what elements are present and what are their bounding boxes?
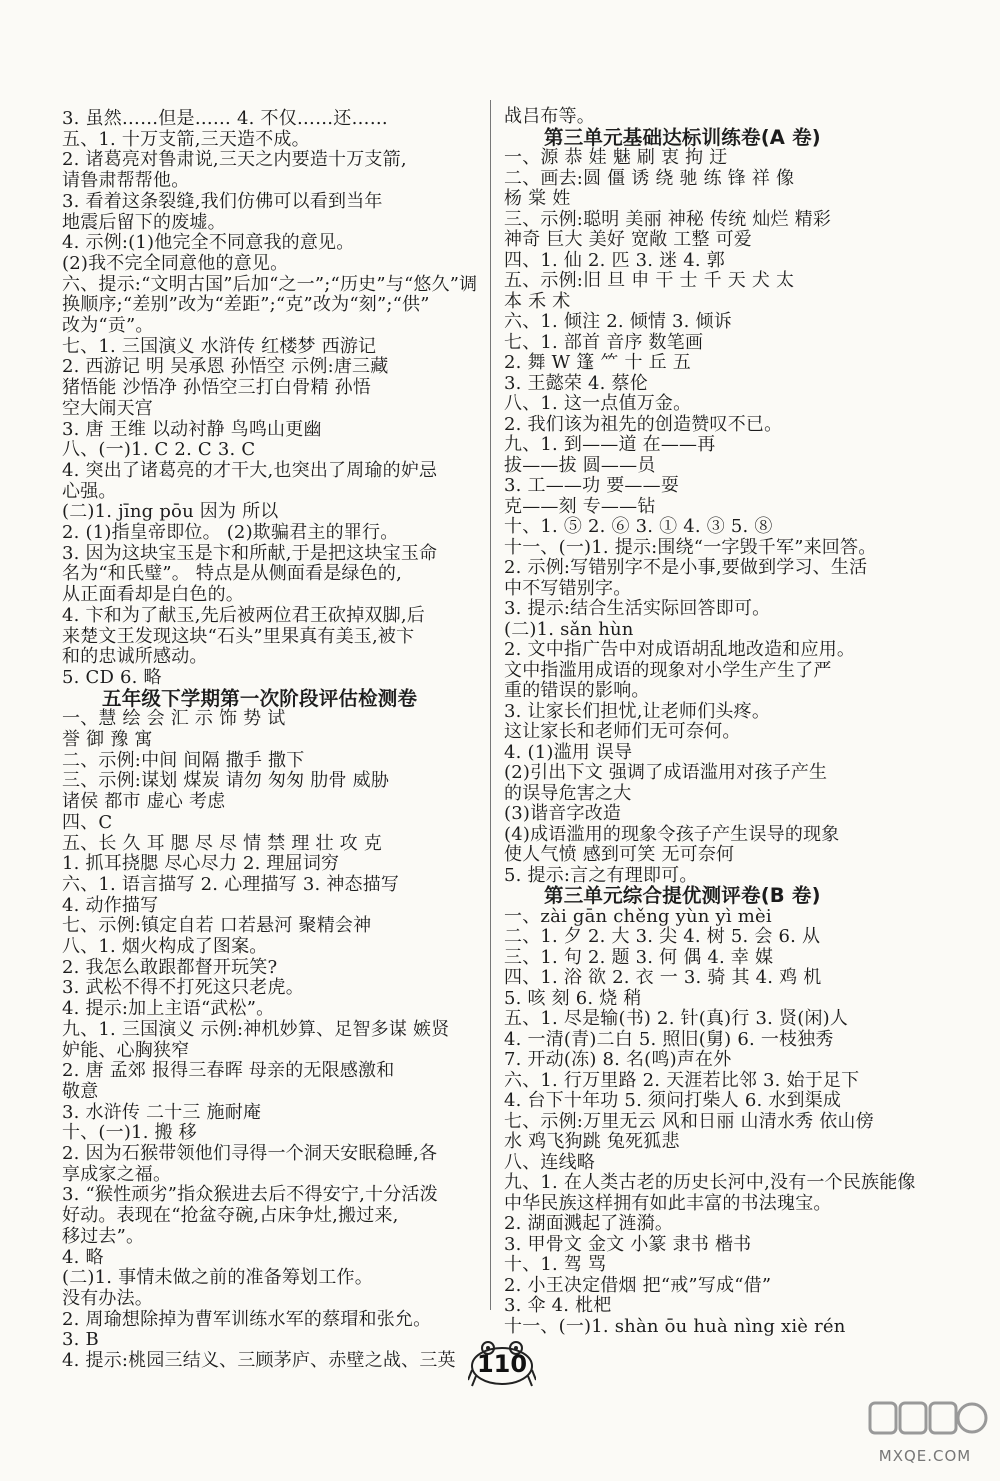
answer-line: 2. 唐 孟郊 报得三春晖 母亲的无限感激和 [62,1060,395,1082]
watermark-text: MXQE.COM [878,1447,972,1465]
answer-line: 3. 王懿荣 4. 蔡伦 [504,372,648,394]
answer-line: 没有办法。 [62,1287,153,1309]
answer-line: 二、示例:中间 间隔 撒手 撒下 [62,749,305,771]
answer-line: 四、1. 仙 2. 匹 3. 迷 4. 郭 [504,249,725,271]
answer-line: 十、1. 驾 骂 [504,1254,607,1275]
answer-line: 3. 甲骨文 金文 小篆 隶书 楷书 [504,1233,752,1255]
answer-line: 2. 湖面溅起了涟漪。 [504,1213,674,1234]
answer-line: 七、示例:万里无云 风和日丽 山清水秀 依山傍 [504,1110,874,1132]
answer-line: 4. 提示:加上主语“武松”。 [62,998,275,1020]
answer-line: 3. 因为这块宝玉是卞和所献,于是把这块宝玉命 [62,542,438,564]
answer-line: 八、1. 烟火构成了图案。 [62,936,268,957]
answer-line: 克——刻 专——钻 [504,495,656,517]
answer-line: 七、1. 三国演义 水浒传 红楼梦 西游记 [62,335,377,357]
section-heading: 第三单元基础达标训练卷(A 卷) [544,125,821,149]
answer-line: 3. 虽然……但是…… 4. 不仅……还…… [62,108,388,129]
answer-line: 拔——拔 圆——员 [504,454,656,476]
watermark-logo-icon [860,1395,990,1450]
page-number-badge [468,1340,536,1390]
answer-line: (二)1. jīng pōu 因为 所以 [62,501,279,523]
answer-line: 5. 咳 刻 6. 烧 稍 [504,987,642,1009]
answer-line: (2)引出下文 强调了成语滥用对孩子产生 [504,762,828,783]
answer-line: 七、1. 部首 音序 数笔画 [504,331,704,353]
answer-line: (二)1. 事情未做之前的准备筹划工作。 [62,1267,373,1289]
answer-line: 2. 舞 W 篷 ⺮ 十 丘 五 [504,352,691,373]
answer-line: 猪悟能 沙悟净 孙悟空三打白骨精 孙悟 [62,377,371,399]
answer-line: 八、连线略 [504,1151,595,1173]
column-divider [490,100,491,1310]
answer-line: 3. 武松不得不打死这只老虎。 [62,977,304,999]
answer-line: (3)谐音字改造 [504,803,622,824]
answer-line: 一、源 恭 娃 魅 刷 衷 拘 迂 [504,147,728,168]
answer-line: 三、1. 句 2. 题 3. 何 偶 4. 幸 媒 [504,946,774,968]
answer-line: 4. 一清(青)二白 5. 照旧(舅) 6. 一枝独秀 [504,1028,834,1050]
answer-line: 请鲁肃帮帮他。 [62,170,190,192]
answer-line: 地震后留下的废墟。 [62,211,226,233]
answer-line: 五、1. 尽是输(书) 2. 针(真)行 3. 贤(闲)人 [504,1008,849,1029]
answer-line: 2. 西游记 明 吴承恩 孙悟空 示例:唐三藏 [62,356,389,378]
section-heading: 第三单元综合提优测评卷(B 卷) [544,884,821,907]
answer-line: 享成家之福。 [62,1163,172,1185]
answer-line: 五、示例:旧 旦 申 干 士 千 天 犬 太 [504,270,795,291]
answer-line: 五、长 久 耳 腮 尽 尽 情 禁 理 壮 攻 克 [62,832,382,854]
answer-line: 从正面看却是白色的。 [62,584,244,606]
answer-line: 3. 唐 王维 以动衬静 鸟鸣山更幽 [62,418,322,440]
answer-line: 使人气愤 感到可笑 无可奈何 [504,844,735,865]
answer-line: 3. 让家长们担忧,让老师们头疼。 [504,700,771,722]
answer-line: 十、(一)1. 搬 移 [62,1122,197,1144]
answer-line: 3. 提示:结合生活实际回答即可。 [504,598,771,619]
answer-line: 六、提示:“文明古国”后加“之一”;“历史”与“悠久”调 [62,273,478,295]
answer-line: 心强。 [62,480,117,502]
answer-line: 3. “猴性顽劣”指众猴进去后不得安宁,十分活泼 [62,1184,438,1206]
answer-line: 四、1. 浴 欲 2. 衣 一 3. 骑 其 4. 鸡 机 [504,967,822,988]
answer-line: 九、1. 在人类古老的历史长河中,没有一个民族能像 [504,1172,916,1193]
answer-line: 改为“贡”。 [62,315,154,336]
answer-line: 九、1. 到——道 在——再 [504,434,716,455]
answer-line: 神奇 巨大 美好 宽敞 工整 可爱 [504,229,753,250]
answer-line: 五、1. 十万支箭,三天造不成。 [62,128,310,150]
page-number: 110 [476,1350,528,1378]
answer-line: 名为“和氏璧”。 特点是从侧面看是绿色的, [62,563,403,585]
answer-line: 4. 提示:桃园三结义、三顾茅庐、赤壁之战、三英 [62,1350,456,1371]
answer-line: 文中指滥用成语的现象对小学生产生了严 [504,659,832,681]
answer-line: 十、1. ⑤ 2. ⑥ 3. ① 4. ③ 5. ⑧ [504,516,773,537]
answer-line: 2. (1)指皇帝即位。 (2)欺骗君主的罪行。 [62,522,399,543]
answer-line: 诸侯 都市 虚心 考虑 [62,791,226,813]
answer-line: 2. 周瑜想除掉为曹军训练水军的蔡瑁和张允。 [62,1308,432,1330]
answer-line: 六、1. 语言描写 2. 心理描写 3. 神态描写 [62,873,400,895]
answer-line: 3. 工——功 要——耍 [504,475,680,496]
answer-line: 和的忠诚所感动。 [62,646,208,668]
answer-line: (4)成语滥用的现象令孩子产生误导的现象 [504,823,840,845]
answer-line: 4. 示例:(1)他完全不同意我的意见。 [62,232,355,254]
answer-line: 4. 突出了诸葛亮的才干大,也突出了周瑜的妒忌 [62,459,438,481]
answer-line: 4. 动作描写 [62,894,159,916]
answer-line: 妒能、心胸狭窄 [62,1039,190,1061]
answer-line: 7. 开动(冻) 8. 名(鸣)声在外 [504,1049,732,1070]
answer-line: 六、1. 倾注 2. 倾情 3. 倾诉 [504,311,732,332]
answer-line: 这让家长和老师们无可奈何。 [504,721,741,742]
section-heading: 五年级下学期第一次阶段评估检测卷 [102,686,418,710]
answer-line: 一、zài gān chěng yùn yì mèi [504,905,772,927]
answer-line: 5. 提示:言之有理即可。 [504,864,698,886]
answer-line: (2)我不完全同意他的意见。 [62,252,289,274]
answer-line: 水 鸡飞狗跳 兔死狐悲 [504,1131,680,1152]
answer-line: 杨 棠 姓 [504,188,571,209]
answer-line: 换顺序;“差别”改为“差距”;“克”改为“刻”;“供” [62,294,430,316]
answer-line: 3. 水浒传 二十三 施耐庵 [62,1101,262,1123]
answer-line: 重的错误的影响。 [504,680,650,701]
answer-line: 4. 略 [62,1246,104,1268]
answer-line: 4. 卞和为了献玉,先后被两位君王砍掉双脚,后 [62,604,425,626]
answer-line: 誉 御 豫 寓 [62,729,153,750]
answer-line: 1. 抓耳挠腮 尽心尽力 2. 理屈词穷 [62,853,340,875]
answer-line: 移过去”。 [62,1225,145,1247]
answer-line: 十一、(一)1. 提示:围绕“一字毁千军”来回答。 [504,536,877,558]
answer-line: (二)1. sǎn hùn [504,618,634,640]
answer-line: 七、示例:镇定自若 口若悬河 聚精会神 [62,915,372,937]
answer-line: 4. 台下十年功 5. 须问打柴人 6. 水到渠成 [504,1090,842,1111]
answer-line: 5. CD 6. 略 [62,666,162,688]
answer-line: 九、1. 三国演义 示例:神机妙算、足智多谋 嫉贤 [62,1018,450,1040]
answer-line: 二、画去:圆 僵 诱 绕 驰 练 锋 祥 像 [504,167,795,189]
answer-line: 中华民族这样拥有如此丰富的书法瑰宝。 [504,1192,832,1214]
answer-line: 三、示例:聪明 美丽 神秘 传统 灿烂 精彩 [504,208,832,230]
answer-line: 十一、(一)1. shàn ōu huà nìng xiè rén [504,1315,846,1337]
answer-line: 六、1. 行万里路 2. 天涯若比邻 3. 始于足下 [504,1069,860,1091]
answer-line: 2. 文中指广告中对成语胡乱地改造和应用。 [504,639,856,660]
answer-line: 的误导危害之大 [504,782,632,804]
answer-line: 好动。表现在“抢盆夺碗,占床争灶,搬过来, [62,1205,399,1227]
watermark [860,1395,990,1475]
answer-line: 三、示例:谋划 煤炭 请勿 匆匆 肋骨 威胁 [62,770,390,792]
answer-line: 3. 看着这条裂缝,我们仿佛可以看到当年 [62,190,383,212]
answer-line: 本 禾 术 [504,290,571,312]
answer-line: 中不写错别字。 [504,577,632,599]
answer-line: 2. 我们该为祖先的创造赞叹不已。 [504,413,783,435]
answer-line: 一、慧 绘 会 汇 示 饰 势 试 [62,708,286,730]
answer-line: 二、1. 夕 2. 大 3. 尖 4. 树 5. 会 6. 从 [504,926,821,947]
answer-line: 2. 因为石猴带领他们寻得一个洞天安眠稳睡,各 [62,1143,438,1164]
answer-line: 2. 诸葛亮对鲁肃说,三天之内要造十万支箭, [62,149,407,171]
answer-line: 2. 示例:写错别字不是小事,要做到学习、生活 [504,557,868,578]
answer-line: 来楚文王发现这块“石头”里果真有美玉,被卞 [62,625,415,647]
answer-line: 4. (1)滥用 误导 [504,741,633,763]
answer-line: 2. 小王决定借烟 把“戒”写成“借” [504,1274,772,1296]
answer-line: 八、1. 这一点值万金。 [504,393,692,414]
answer-line: 空大闹天宫 [62,397,153,419]
answer-line: 战吕布等。 [504,106,595,127]
answer-line: 四、C [62,811,113,833]
answer-line: 3. B [62,1329,99,1351]
answer-line: 八、(一)1. C 2. C 3. C [62,439,256,461]
answer-line: 敬意 [62,1080,99,1102]
answer-line: 2. 我怎么敢跟都督开玩笑? [62,956,278,978]
answer-line: 3. 伞 4. 枇杷 [504,1295,612,1316]
